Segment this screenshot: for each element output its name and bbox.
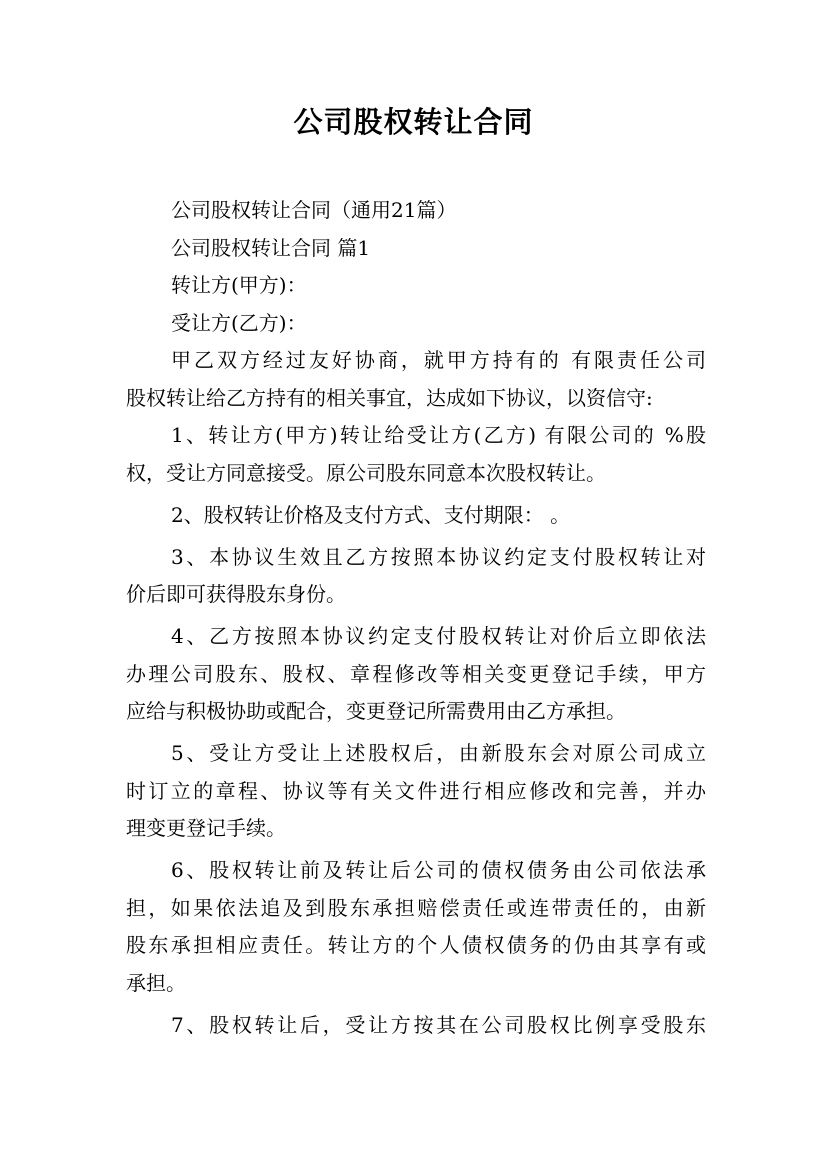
paragraph-line: 甲乙双方经过友好协商，就甲方持有的 有限责任公司 — [171, 348, 706, 372]
paragraph-line: 2、股权转让价格及支付方式、支付期限： 。 — [171, 502, 571, 527]
paragraph-line: 担，如果依法追及到股东承担赔偿责任或连带责任的，由新 — [126, 895, 706, 920]
paragraph-line: 7、股权转让后，受让方按其在公司股权比例享受股东 — [171, 1012, 706, 1037]
paragraph-line: 价后即可获得股东身份。 — [126, 582, 346, 606]
paragraph-line: 股权转让给乙方持有的相关事宜，达成如下协议，以资信守: — [126, 385, 653, 410]
paragraph-line: 股东承担相应责任。转让方的个人债权债务的仍由其享有或 — [126, 933, 706, 957]
paragraph-line: 1、转让方(甲方)转让给受让方(乙方) 有限公司的 %股 — [171, 423, 706, 447]
paragraph-line: 理变更登记手续。 — [126, 816, 286, 840]
paragraph-line: 6、股权转让前及转让后公司的债权债务由公司依法承 — [171, 858, 706, 882]
paragraph-line: 应给与积极协助或配合，变更登记所需费用由乙方承担。 — [126, 699, 626, 723]
document-title: 公司股权转让合同 — [293, 105, 534, 139]
paragraph-line: 4、乙方按照本协议约定支付股权转让对价后立即依法 — [171, 624, 706, 648]
transferor-label: 转让方(甲方)： — [171, 273, 307, 297]
document-body — [126, 192, 706, 1044]
paragraph-line: 5、受让方受让上述股权后，由新股东会对原公司成立 — [171, 741, 706, 765]
paragraph-line: 办理公司股东、股权、章程修改等相关变更登记手续，甲方 — [126, 661, 706, 686]
section-heading: 公司股权转让合同 篇1 — [171, 235, 371, 260]
subtitle-line: 公司股权转让合同（通用21篇） — [171, 198, 457, 222]
paragraph-line: 时订立的章程、协议等有关文件进行相应修改和完善，并办 — [126, 778, 706, 803]
paragraph-line: 3、本协议生效且乙方按照本协议约定支付股权转让对 — [171, 544, 706, 569]
paragraph-line: 承担。 — [126, 970, 186, 995]
paragraph-line: 权，受让方同意接受。原公司股东同意本次股权转让。 — [126, 460, 606, 485]
transferee-label: 受让方(乙方)： — [171, 310, 307, 335]
